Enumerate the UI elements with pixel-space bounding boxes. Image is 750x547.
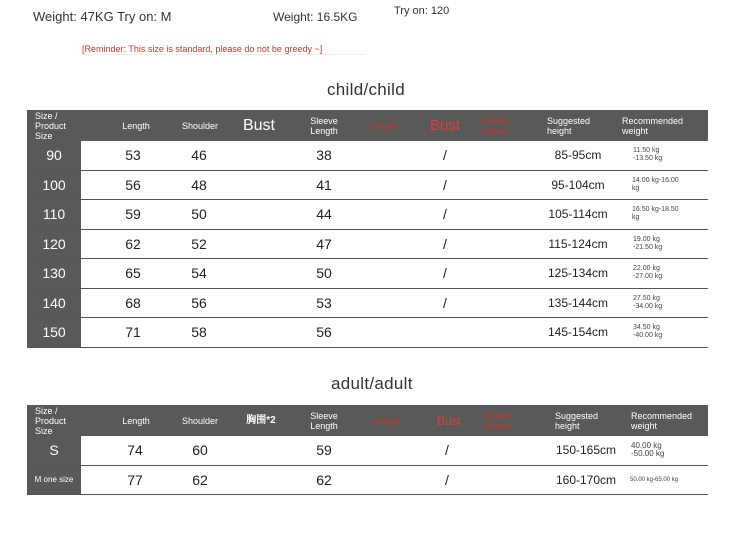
shoulder-cell: 60 [192,442,208,459]
table-row [27,466,708,496]
bust-cell: / [443,206,447,223]
table-row [27,259,708,289]
length-cell: 53 [125,147,141,164]
table-row [27,436,708,466]
sleeve-cell: 38 [316,147,332,164]
header-size: Size / Product Size [35,110,67,141]
model-info-child-tryon: Try on: 120 [394,5,450,17]
bust-cell [435,318,455,347]
header-recommended-weight: Recommended weight [622,115,684,136]
shoulder-cell: 58 [191,324,207,341]
size-reminder: [Reminder: This size is standard, please do not be greedy ~] [82,44,366,55]
suggested-height-cell: 85-95cm [554,148,602,163]
header-bust: 胸围*2 [246,414,276,426]
recommended-weight-cell: 22.00 kg -27.00 kg [633,265,663,281]
header-suggested-height: Suggested height [547,115,591,136]
adult-section-title: adult/adult [331,374,413,393]
bust-cell: / [443,265,447,282]
adult-size-table [27,405,708,495]
recommended-weight-cell: 16.50 kg-18.50 kg [632,206,679,222]
recommended-weight-cell: 40.00 kg -50.00 kg [631,441,665,459]
length-cell: 74 [127,442,143,459]
length-cell: 71 [125,324,141,341]
header-length-red: Length [373,415,401,426]
sleeve-cell: 56 [316,324,332,341]
size-cell: 100 [27,171,81,200]
table-row [27,289,708,319]
recommended-weight-cell: 14.00 kg-16.00 kg [632,176,679,192]
shoulder-cell: 56 [191,294,207,311]
suggested-height-cell: 115-124cm [548,236,608,251]
suggested-height-cell: 105-114cm [548,207,608,222]
child-size-table [27,110,708,348]
table-row [27,318,708,348]
shoulder-cell: 54 [191,265,207,282]
sleeve-cell: 59 [316,442,332,459]
header-shoulder: Shoulder [181,120,219,131]
size-cell: M one size [27,466,81,495]
table-row [27,230,708,260]
size-cell: S [27,436,81,465]
length-cell: 65 [125,265,141,282]
length-cell: 62 [125,235,141,252]
sleeve-cell: 62 [316,471,332,488]
header-sleeve-length: Sleeve Length [310,115,338,136]
size-cell: 90 [27,141,81,170]
bust-cell: / [443,294,447,311]
size-cell: 130 [27,259,81,288]
sleeve-cell: 50 [316,265,332,282]
shoulder-cell: 62 [192,471,208,488]
recommended-weight-cell: 11.50 kg -13.50 kg [633,147,663,163]
header-stretch-ribbed: Stretch ribbed [483,410,513,431]
length-cell: 77 [127,471,143,488]
table-row [27,171,708,201]
bust-cell: / [443,147,447,164]
suggested-height-cell: 125-134cm [547,266,609,281]
header-size: Size / Product Size [35,405,67,436]
recommended-weight-cell: 19.00 kg -21.50 kg [633,235,663,251]
suggested-height-cell: 150-165cm [555,443,617,458]
table-header [27,405,708,436]
size-cell: 150 [27,318,81,347]
size-cell: 140 [27,289,81,318]
model-info-adult: Weight: 47KG Try on: M [33,9,172,24]
length-cell: 56 [125,176,141,193]
shoulder-cell: 52 [191,235,207,252]
bust-cell: / [445,471,449,488]
recommended-weight-cell: 50.00 kg-65.00 kg [630,476,679,483]
table-row [27,200,708,230]
bust-cell: / [445,442,449,459]
shoulder-cell: 46 [191,147,207,164]
suggested-height-cell: 135-144cm [547,295,609,310]
table-header [27,110,708,141]
shoulder-cell: 50 [191,206,207,223]
model-info-child-weight: Weight: 16.5KG [273,10,358,24]
header-length: Length [122,120,150,131]
length-cell: 59 [125,206,141,223]
size-cell: 110 [27,200,81,229]
header-bust-red: Bust [436,413,461,428]
bust-cell: / [443,176,447,193]
header-bust-red: Bust [429,116,460,134]
suggested-height-cell: 95-104cm [551,177,605,192]
size-cell: 120 [27,230,81,259]
sleeve-cell: 41 [316,176,332,193]
shoulder-cell: 48 [191,176,207,193]
header-length-red: Length [369,120,397,131]
suggested-height-cell: 160-170cm [555,472,617,487]
recommended-weight-cell: 27.50 kg -34.00 kg [633,294,663,310]
recommended-weight-cell: 34.50 kg -40.00 kg [633,324,663,340]
header-recommended-weight: Recommended weight [631,410,693,431]
table-row [27,141,708,171]
header-length: Length [122,415,150,426]
header-shoulder: Shoulder [181,415,219,426]
sleeve-cell: 47 [316,235,332,252]
header-bust: Bust [242,116,275,134]
header-suggested-height: Suggested height [555,410,599,431]
length-cell: 68 [125,294,141,311]
header-stretch-ribbed: Stretch ribbed [480,115,510,136]
sleeve-cell: 44 [316,206,332,223]
sleeve-cell: 53 [316,294,332,311]
child-section-title: child/child [327,80,405,99]
suggested-height-cell: 145-154cm [547,325,609,340]
bust-cell: / [443,235,447,252]
header-sleeve-length: Sleeve Length [310,410,338,431]
